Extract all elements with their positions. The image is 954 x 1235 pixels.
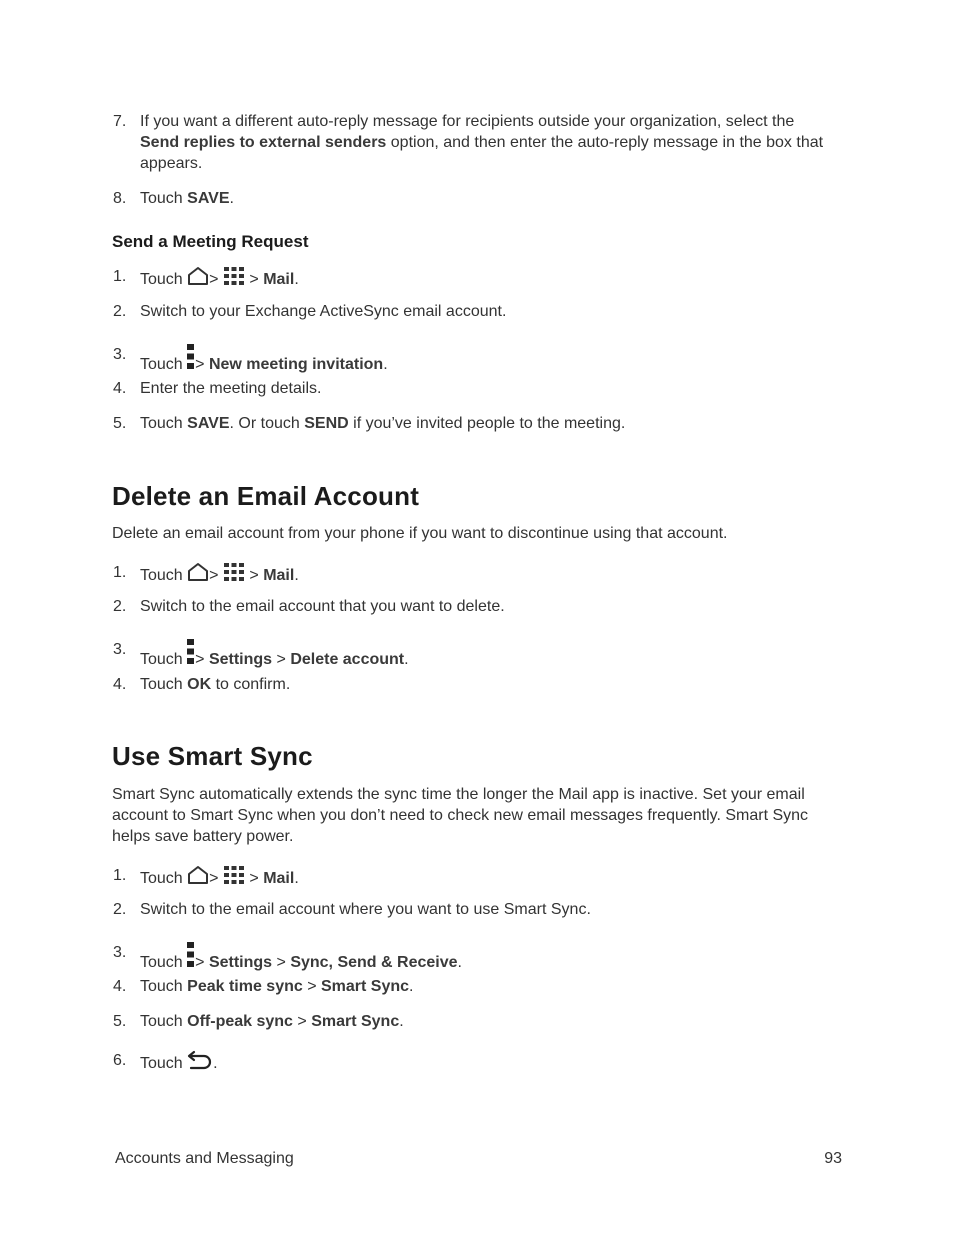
back-icon — [187, 1050, 213, 1070]
text: . — [294, 271, 299, 288]
bold-term: New meeting invitation — [208, 356, 384, 373]
text: If you want a different auto-reply message for recipients outside your organization, select the — [140, 113, 795, 130]
apps-grid-icon — [223, 562, 245, 582]
home-icon — [187, 266, 209, 286]
text: . — [457, 954, 462, 971]
separator: > — [195, 356, 205, 373]
text: > — [292, 1013, 312, 1030]
separator: > — [209, 870, 219, 887]
bold-term: Settings — [208, 651, 273, 668]
bold-term: OK — [187, 676, 212, 693]
separator: > — [195, 954, 205, 971]
list-number: 1. — [113, 564, 127, 581]
separator: > — [209, 567, 219, 584]
text: Touch — [140, 271, 183, 288]
list-number: 5. — [113, 1013, 127, 1030]
bold-term: Mail — [263, 567, 295, 584]
text: Switch to your Exchange ActiveSync email account. — [140, 303, 507, 320]
bold-term: SAVE — [187, 190, 230, 207]
bold-term: Send replies to external senders — [140, 134, 387, 151]
bold-term: Mail — [263, 870, 295, 887]
text: . — [213, 1055, 218, 1072]
text: > — [302, 978, 321, 995]
text: to confirm. — [211, 676, 291, 693]
text: > — [272, 651, 291, 668]
list-number: 4. — [113, 380, 127, 397]
text: Touch — [140, 567, 183, 584]
list-number: 1. — [113, 867, 127, 884]
section-heading: Use Smart Sync — [112, 741, 313, 771]
bold-term: Smart Sync — [321, 978, 410, 995]
text: . Or touch — [229, 415, 305, 432]
section-intro: Smart Sync automatically extends the sync time the longer the Mail app is inactive. Set your email account to Smart Sync when you don’t need to check new email messages frequently. Smart Sync helps save battery power. — [112, 786, 809, 845]
text: Touch — [140, 415, 188, 432]
list-number: 4. — [113, 676, 127, 693]
text: . — [294, 870, 299, 887]
separator: > — [209, 271, 219, 288]
footer-section-title: Accounts and Messaging — [115, 1150, 294, 1167]
list-number: 3. — [113, 346, 127, 363]
text: Touch — [140, 870, 183, 887]
list-number: 2. — [113, 901, 127, 918]
text: Enter the meeting details. — [140, 380, 322, 397]
menu-icon — [187, 344, 195, 370]
bold-term: Sync, Send & Receive — [290, 954, 458, 971]
text: Touch — [140, 978, 188, 995]
text: if you’ve invited people to the meeting. — [348, 415, 626, 432]
bold-term: Delete account — [290, 651, 405, 668]
section-subheading: Send a Meeting Request — [112, 232, 309, 251]
text: . — [229, 190, 234, 207]
separator: > — [195, 651, 205, 668]
text: Touch — [140, 356, 183, 373]
list-number: 2. — [113, 303, 127, 320]
bold-term: Smart Sync — [311, 1013, 400, 1030]
bold-term: SAVE — [187, 415, 230, 432]
text: . — [399, 1013, 404, 1030]
list-number: 6. — [113, 1052, 127, 1069]
home-icon — [187, 865, 209, 885]
text: Touch — [140, 190, 188, 207]
text: . — [383, 356, 388, 373]
text: Touch — [140, 954, 183, 971]
text: . — [409, 978, 414, 995]
section-intro: Delete an email account from your phone if you want to discontinue using that account. — [112, 525, 728, 542]
menu-icon — [187, 639, 195, 665]
list-number: 1. — [113, 268, 127, 285]
text: option, and then enter the auto-reply message in the box that appears. — [140, 134, 824, 172]
text: . — [404, 651, 409, 668]
list-number: 7. — [113, 113, 127, 130]
list-number: 4. — [113, 978, 127, 995]
bold-term: SEND — [304, 415, 349, 432]
page-number: 93 — [824, 1150, 842, 1167]
apps-grid-icon — [223, 266, 245, 286]
text: Touch — [140, 676, 188, 693]
home-icon — [187, 562, 209, 582]
menu-icon — [187, 942, 195, 968]
text: Touch — [140, 651, 183, 668]
text: Touch — [140, 1013, 188, 1030]
text: > — [272, 954, 291, 971]
separator: > — [249, 870, 259, 887]
list-number: 3. — [113, 944, 127, 961]
list-number: 5. — [113, 415, 127, 432]
list-number: 2. — [113, 598, 127, 615]
section-heading: Delete an Email Account — [112, 481, 420, 511]
separator: > — [249, 271, 259, 288]
text: Touch — [140, 1055, 183, 1072]
text: . — [294, 567, 299, 584]
separator: > — [249, 567, 259, 584]
bold-term: Off-peak sync — [187, 1013, 293, 1030]
apps-grid-icon — [223, 865, 245, 885]
bold-term: Peak time sync — [187, 978, 303, 995]
text: Switch to the email account where you want to use Smart Sync. — [140, 901, 591, 918]
list-number: 3. — [113, 641, 127, 658]
bold-term: Mail — [263, 271, 295, 288]
list-number: 8. — [113, 190, 127, 207]
bold-term: Settings — [208, 954, 273, 971]
text: Switch to the email account that you want to delete. — [140, 598, 505, 615]
